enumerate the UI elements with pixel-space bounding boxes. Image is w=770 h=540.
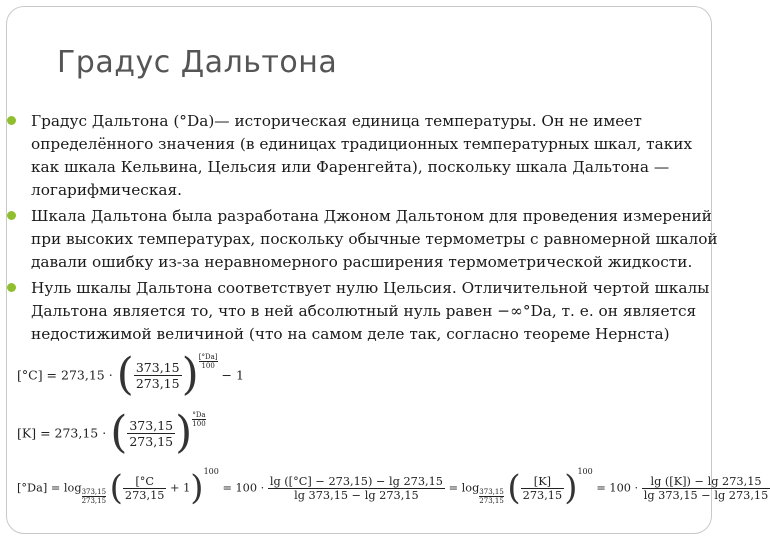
- bullet-item: [7, 110, 713, 202]
- text-line: Дальтона является то, что в ней абсолютный нуль равен −∞°Da, т. е. он является: [31, 302, 697, 320]
- bullet-text: [31, 110, 713, 202]
- formula-fraction: $\frac{373,15}{273,15}$: [135, 359, 180, 391]
- bullet-item: [7, 205, 718, 274]
- formula-lhs: [K] = 273,15 ·: [17, 425, 107, 441]
- text-line: Шкала Дальтона была разработана Джоном Дальтоном для проведения измерений: [31, 207, 712, 225]
- formula-dalton: [°Da] = log $\frac{373,15}{273,15}$ ( $\frac{[^\circ C}{273,15}$ + 1)$^{100}$ = 100 · $\frac{\lg ([^\circ C] - 273,15) - \lg 273,15}{\lg 373,15 - \lg 273,15}$ = log $\frac{373,15}{273,15}$ ( $\frac{[K]}{273,15}$ )$^{100}$ = 100 · $\frac{\lg ([K]) - \lg 273,15}{\lg 373,15 - \lg 273,15}$: [17, 467, 769, 508]
- formula-lhs: [°C] = 273,15 ·: [17, 367, 113, 383]
- formula-celsius: [°C] = 273,15 · ( $\frac{373,15}{273,15}$ ) $\frac{[^\circ Da]}{100}$ − 1: [17, 349, 244, 400]
- text-line: при высоких температурах, поскольку обычные термометры с равномерной шкалой: [31, 230, 718, 248]
- text-line: давали ошибку из-за неравномерного расширения термометрической жидкости.: [31, 253, 693, 271]
- bullet-dot-icon: [7, 283, 16, 292]
- bullet-dot-icon: [7, 116, 16, 125]
- formula-fraction: $\frac{373,15}{273,15}$: [129, 417, 174, 449]
- formula-kelvin: [K] = 273,15 · ( $\frac{373,15}{273,15}$ ) $\frac{^\circ Da}{100}$: [17, 407, 206, 458]
- formula-exponent: $\frac{^\circ Da}{100}$: [192, 411, 206, 428]
- formula-exponent: $\frac{[^\circ Da]}{100}$: [198, 353, 218, 370]
- bullet-dot-icon: [7, 211, 16, 220]
- slide-frame: [6, 6, 769, 534]
- text-line: как шкала Кельвина, Цельсия или Фаренгейта), поскольку шкала Дальтона —: [31, 158, 670, 176]
- slide-title: Градус Дальтона: [57, 45, 338, 80]
- text-line: логарифмическая.: [31, 181, 183, 199]
- text-line: Нуль шкалы Дальтона соответствует нулю Цельсия. Отличительной чертой шкалы: [31, 279, 710, 297]
- bullet-text: [31, 277, 713, 346]
- text-line: Градус Дальтона (°Da)— историческая единица температуры. Он не имеет: [31, 112, 642, 130]
- bullet-item: [7, 277, 713, 346]
- bullet-list: [7, 110, 718, 349]
- text-line: определённого значения (в единицах традиционных температурных шкал, таких: [31, 135, 693, 153]
- bullet-text: [31, 205, 718, 274]
- text-line: недостижимой величиной (что на самом деле так, согласно теореме Нернста): [31, 325, 670, 343]
